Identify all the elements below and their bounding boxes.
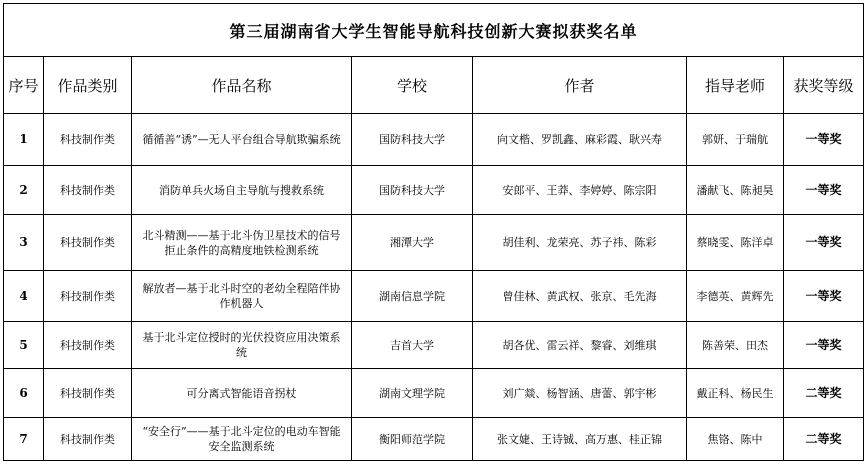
row-category: 科技制作类 — [44, 114, 132, 166]
row-seq: 4 — [4, 271, 44, 322]
row-seq: 5 — [4, 322, 44, 369]
row-category: 科技制作类 — [44, 166, 132, 215]
title-row — [4, 4, 864, 57]
row-advisors: 焦铬、陈中 — [687, 418, 784, 461]
row-name: 北斗精测——基于北斗伪卫星技术的信号拒止条件的高精度地铁检测系统 — [132, 215, 352, 271]
row-school: 湖南文理学院 — [352, 369, 473, 418]
row-category: 科技制作类 — [44, 215, 132, 271]
row-seq: 3 — [4, 215, 44, 271]
row-authors: 曾佳林、黄武权、张京、毛先海 — [473, 271, 687, 322]
row-award: 一等奖 — [784, 271, 864, 322]
row-name: 基于北斗定位授时的光伏投资应用决策系统 — [132, 322, 352, 369]
row-category: 科技制作类 — [44, 418, 132, 461]
header-category: 作品类别 — [44, 57, 132, 114]
row-seq: 6 — [4, 369, 44, 418]
header-award: 获奖等级 — [784, 57, 864, 114]
row-name: “安全行”——基于北斗定位的电动车智能安全监测系统 — [132, 418, 352, 461]
row-school: 吉首大学 — [352, 322, 473, 369]
row-seq: 2 — [4, 166, 44, 215]
table-row — [4, 271, 864, 322]
row-seq: 7 — [4, 418, 44, 461]
header-advisors: 指导老师 — [687, 57, 784, 114]
row-award: 二等奖 — [784, 418, 864, 461]
row-award: 一等奖 — [784, 166, 864, 215]
row-advisors: 蔡晓雯、陈洋卓 — [687, 215, 784, 271]
row-award: 一等奖 — [784, 114, 864, 166]
table-row — [4, 322, 864, 369]
row-advisors: 郭妍、于瑞航 — [687, 114, 784, 166]
table-row — [4, 418, 864, 461]
row-authors: 胡各优、雷云祥、黎睿、刘维琪 — [473, 322, 687, 369]
row-school: 国防科技大学 — [352, 114, 473, 166]
row-category: 科技制作类 — [44, 322, 132, 369]
row-school: 湖南信息学院 — [352, 271, 473, 322]
row-seq: 1 — [4, 114, 44, 166]
row-advisors: 李德英、黄辉先 — [687, 271, 784, 322]
table-row — [4, 369, 864, 418]
row-award: 二等奖 — [784, 369, 864, 418]
row-school: 衡阳师范学院 — [352, 418, 473, 461]
row-category: 科技制作类 — [44, 271, 132, 322]
header-school: 学校 — [352, 57, 473, 114]
row-advisors: 潘献飞、陈昶昊 — [687, 166, 784, 215]
row-authors: 刘广燚、杨智涵、唐蕾、郭宇彬 — [473, 369, 687, 418]
row-advisors: 戴正科、杨民生 — [687, 369, 784, 418]
award-table — [3, 3, 864, 461]
table-row — [4, 114, 864, 166]
row-authors: 胡佳利、龙荣亮、苏子祎、陈彩 — [473, 215, 687, 271]
row-name: 循循善“诱”—无人平台组合导航欺骗系统 — [132, 114, 352, 166]
header-seq: 序号 — [4, 57, 44, 114]
header-name: 作品名称 — [132, 57, 352, 114]
row-school: 湘潭大学 — [352, 215, 473, 271]
row-school: 国防科技大学 — [352, 166, 473, 215]
row-award: 一等奖 — [784, 215, 864, 271]
row-name: 消防单兵火场自主导航与搜救系统 — [132, 166, 352, 215]
row-award: 一等奖 — [784, 322, 864, 369]
table-title: 第三届湖南省大学生智能导航科技创新大赛拟获奖名单 — [4, 4, 864, 57]
header-row — [4, 57, 864, 114]
row-authors: 向文楷、罗凯鑫、麻彩霞、耿兴寿 — [473, 114, 687, 166]
award-list-sheet — [3, 3, 863, 471]
row-advisors: 陈善荣、田杰 — [687, 322, 784, 369]
row-name: 解放者—基于北斗时空的老幼全程陪伴协作机器人 — [132, 271, 352, 322]
row-authors: 安郎平、王莽、李婷婷、陈宗阳 — [473, 166, 687, 215]
row-category: 科技制作类 — [44, 369, 132, 418]
header-authors: 作者 — [473, 57, 687, 114]
table-row — [4, 215, 864, 271]
row-name: 可分离式智能语音拐杖 — [132, 369, 352, 418]
table-row — [4, 166, 864, 215]
row-authors: 张文婕、王诗铖、高万惠、桂正锦 — [473, 418, 687, 461]
